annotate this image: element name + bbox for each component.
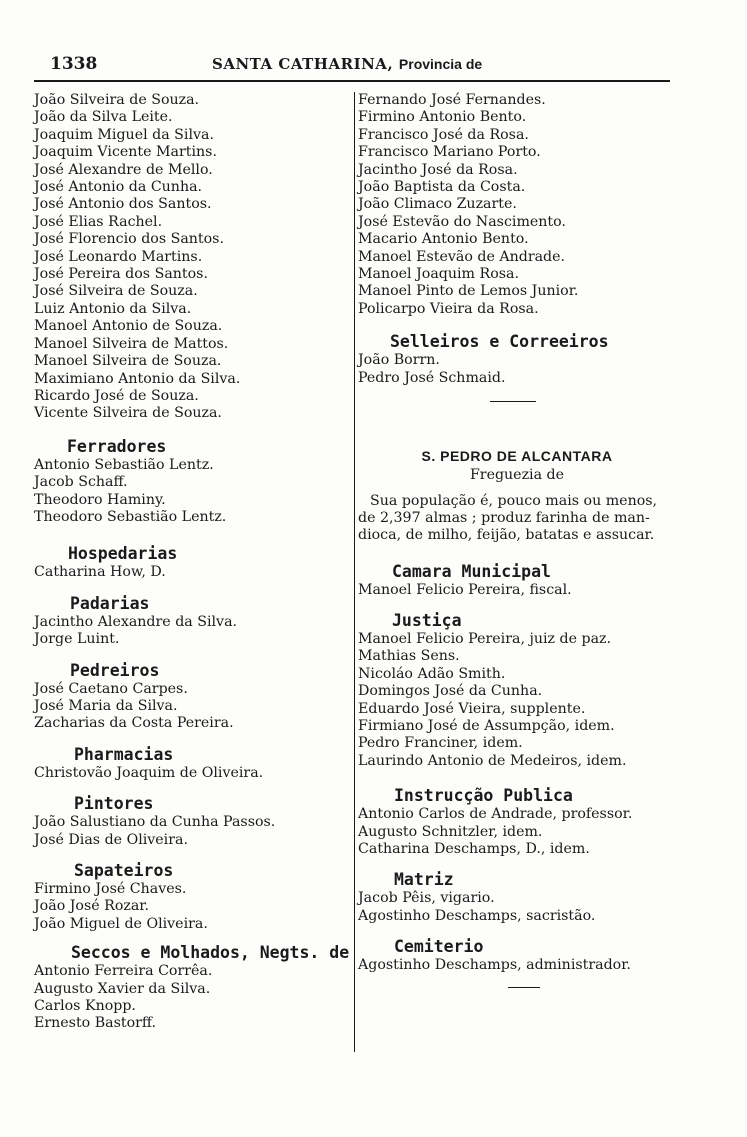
- list-item: Jacintho José da Rosa.: [358, 161, 518, 178]
- list-item: Carlos Knopp.: [34, 998, 136, 1015]
- section-gap: [358, 770, 676, 786]
- list-item: Catharina How, D.: [34, 564, 166, 581]
- list-item: Ernesto Bastorff.: [34, 1015, 156, 1032]
- list-item: Augusto Xavier da Silva.: [34, 980, 211, 997]
- list-item: José Florencio dos Santos.: [34, 231, 224, 248]
- list-item: Nicoláo Adão Smith.: [358, 665, 506, 682]
- list-item: José Silveira de Souza.: [34, 283, 198, 300]
- section-gap: [34, 782, 346, 794]
- list-item: Antonio Carlos de Andrade, professor.: [358, 806, 633, 823]
- list-item: José Estevão do Nascimento.: [358, 213, 566, 230]
- section-divider: [508, 987, 540, 988]
- section-heading: Ferradores: [67, 436, 167, 456]
- list-item: Firmiano José de Assumpção, idem.: [358, 717, 615, 734]
- list-item: Zacharias da Costa Pereira.: [34, 715, 234, 732]
- list-item: Agostinho Deschamps, administrador.: [358, 957, 631, 974]
- population-paragraph: [358, 493, 676, 544]
- list-item: José Leonardo Martins.: [34, 248, 203, 265]
- section-gap: [34, 733, 346, 745]
- list-item: José Dias de Oliveira.: [34, 831, 188, 848]
- town-heading: S. PEDRO DE ALCANTARA: [421, 448, 613, 465]
- section-heading: Selleiros e Correeiros: [390, 332, 609, 352]
- list-item: Fernando José Fernandes.: [358, 92, 546, 108]
- section-heading: Sapateiros: [74, 861, 174, 880]
- section-heading: Padarias: [70, 593, 150, 613]
- page-number: 1338: [50, 54, 98, 74]
- list-item: Laurindo Antonio de Medeiros, idem.: [358, 752, 627, 769]
- list-item: Vicente Silveira de Souza.: [34, 405, 222, 422]
- list-item: Catharina Deschamps, D., idem.: [358, 840, 590, 857]
- list-item: José Antonio da Cunha.: [34, 179, 203, 196]
- list-item: Jorge Luint.: [34, 631, 120, 648]
- section-gap: [358, 402, 676, 448]
- right-name-list: [358, 92, 676, 318]
- list-item: José Antonio dos Santos.: [34, 196, 212, 213]
- list-item: José Alexandre de Mello.: [34, 161, 213, 178]
- section-gap: [358, 544, 676, 562]
- section-heading: Hospedarias: [68, 544, 178, 564]
- list-item: Maximiano Antonio da Silva.: [34, 370, 241, 387]
- list-item: José Maria da Silva.: [34, 697, 178, 714]
- section-gap: [34, 526, 346, 544]
- list-item: Manoel Estevão de Andrade.: [358, 248, 566, 265]
- section-heading: Cemiterio: [394, 937, 484, 957]
- list-item: João Miguel de Oliveira.: [34, 915, 208, 932]
- list-item: Manoel Pinto de Lemos Junior.: [358, 283, 579, 300]
- list-item: Domingos José da Cunha.: [358, 683, 543, 700]
- list-item: João da Silva Leite.: [34, 109, 173, 126]
- right-column: [358, 92, 676, 988]
- list-item: Manoel Antonio de Souza.: [34, 318, 223, 335]
- section-heading: Pedreiros: [70, 660, 160, 680]
- section-gap: [358, 858, 676, 870]
- list-item: Manoel Silveira de Mattos.: [34, 335, 229, 352]
- running-title-main: SANTA CATHARINA,: [212, 55, 394, 73]
- freguezia-label: Freguezia de: [469, 467, 565, 484]
- list-item: João Borrn.: [358, 352, 440, 369]
- section-gap: [34, 649, 346, 661]
- list-item: João Baptista da Costa.: [358, 179, 526, 196]
- section-heading: Instrucção Publica: [394, 786, 573, 806]
- list-item: Manoel Felicio Pereira, fiscal.: [358, 581, 572, 598]
- section-gap: [358, 925, 676, 937]
- section-gap: [34, 423, 346, 437]
- section-gap: [34, 849, 346, 861]
- list-item: Antonio Sebastião Lentz.: [34, 456, 214, 473]
- running-title: [212, 55, 482, 73]
- list-item: Mathias Sens.: [358, 648, 460, 665]
- list-item: Pedro José Schmaid.: [358, 369, 506, 386]
- list-item: João José Rozar.: [34, 898, 150, 915]
- list-item: Agostinho Deschamps, sacristão.: [358, 907, 596, 924]
- list-item: José Pereira dos Santos.: [34, 266, 208, 283]
- column-divider: [354, 92, 355, 1052]
- list-item: Pedro Franciner, idem.: [358, 735, 523, 752]
- list-item: Manoel Silveira de Souza.: [34, 353, 222, 370]
- list-item: Joaquim Vicente Martins.: [34, 144, 217, 161]
- list-item: João Silveira de Souza.: [34, 92, 200, 108]
- list-item: Policarpo Vieira da Rosa.: [358, 300, 539, 317]
- paragraph-line: de 2,397 almas ; produz farinha de man-: [358, 509, 650, 526]
- list-item: João Climaco Zuzarte.: [358, 196, 517, 213]
- section-gap: [358, 485, 676, 493]
- section-heading: Pharmacias: [74, 744, 174, 764]
- list-item: Macario Antonio Bento.: [358, 231, 529, 248]
- list-item: Francisco Mariano Porto.: [358, 144, 541, 161]
- list-item: João Salustiano da Cunha Passos.: [34, 814, 276, 831]
- list-item: Jacob Schaff.: [34, 474, 128, 491]
- paragraph-line: Sua população é, pouco mais ou menos,: [370, 492, 658, 509]
- left-name-list: [34, 92, 346, 423]
- list-item: Ricardo José de Souza.: [34, 387, 199, 404]
- section-gap: [358, 975, 676, 987]
- list-item: Manoel Joaquim Rosa.: [358, 266, 519, 283]
- list-item: José Elias Rachel.: [34, 213, 163, 230]
- list-item: Christovão Joaquim de Oliveira.: [34, 764, 264, 781]
- section-heading: Camara Municipal: [392, 561, 551, 581]
- section-gap: [358, 387, 676, 401]
- section-heading: Justiça: [392, 610, 462, 630]
- list-item: Eduardo José Vieira, supplente.: [358, 700, 586, 717]
- list-item: Luiz Antonio da Silva.: [34, 300, 192, 317]
- paragraph-line: dioca, de milho, feijão, batatas e assucar.: [358, 526, 655, 543]
- list-item: Manoel Felicio Pereira, juiz de paz.: [358, 630, 612, 647]
- section-gap: [358, 318, 676, 332]
- list-item: Jacintho Alexandre da Silva.: [34, 613, 238, 630]
- section-heading: Pintores: [74, 794, 154, 814]
- list-item: Theodoro Haminy.: [34, 491, 166, 508]
- list-item: Theodoro Sebastião Lentz.: [34, 508, 227, 525]
- running-title-sub: Provincia de: [398, 56, 483, 72]
- section-heading: Seccos e Molhados, Negts. de: [71, 943, 350, 963]
- left-column: [34, 92, 350, 1033]
- section-gap: [358, 599, 676, 611]
- list-item: Joaquim Miguel da Silva.: [34, 126, 214, 143]
- list-item: Firmino José Chaves.: [34, 881, 187, 897]
- page-header: [34, 52, 670, 82]
- section-heading: Matriz: [394, 870, 454, 890]
- list-item: Augusto Schnitzler, idem.: [358, 823, 543, 840]
- list-item: Francisco José da Rosa.: [358, 126, 529, 143]
- list-item: Firmino Antonio Bento.: [358, 109, 527, 126]
- list-item: José Caetano Carpes.: [34, 680, 188, 697]
- list-item: Jacob Pêis, vigario.: [358, 890, 495, 907]
- section-gap: [34, 933, 346, 943]
- section-gap: [34, 582, 346, 594]
- list-item: Antonio Ferreira Corrêa.: [34, 963, 213, 980]
